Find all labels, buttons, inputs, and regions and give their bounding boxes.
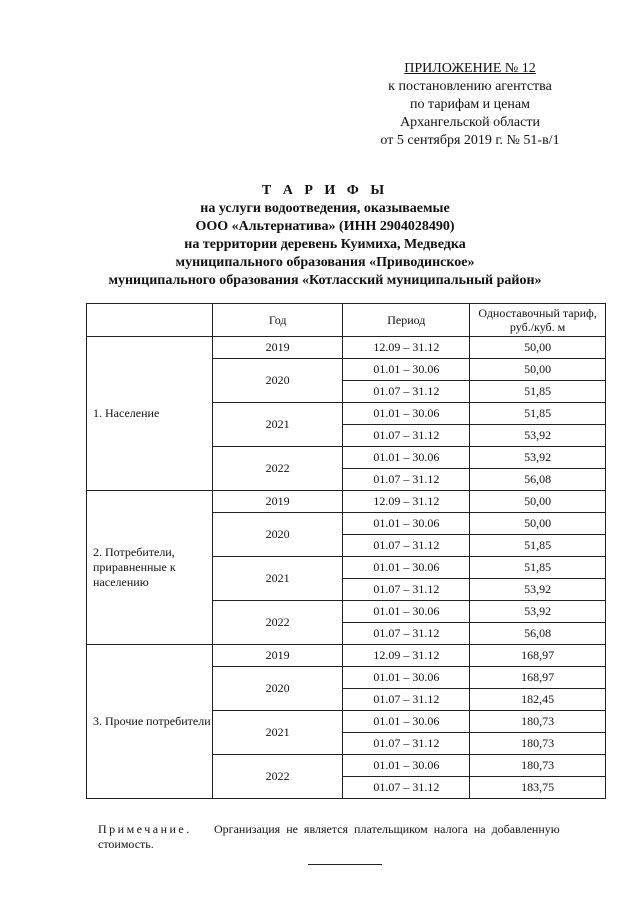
year-cell: 2022 (212, 601, 343, 645)
tariff-value-cell: 50,00 (470, 491, 606, 513)
tariff-value-cell: 50,00 (470, 513, 606, 535)
document-title: Т А Р И Ф Ы (261, 183, 389, 198)
period-cell: 01.07 – 31.12 (343, 535, 470, 557)
tariff-value-cell: 53,92 (470, 425, 606, 447)
tariff-value-cell: 168,97 (470, 667, 606, 689)
period-cell: 01.01 – 30.06 (343, 513, 470, 535)
year-cell: 2021 (212, 557, 343, 601)
period-cell: 01.01 – 30.06 (343, 667, 470, 689)
tariff-value-cell: 180,73 (470, 711, 606, 733)
period-cell: 01.07 – 31.12 (343, 425, 470, 447)
year-cell: 2019 (212, 645, 343, 667)
tariff-value-cell: 180,73 (470, 755, 606, 777)
year-cell: 2019 (212, 337, 343, 359)
heading-line: на услуги водоотведения, оказываемые (200, 201, 450, 216)
period-cell: 01.01 – 30.06 (343, 359, 470, 381)
header-year: Год (212, 304, 343, 337)
tariff-value-cell: 180,73 (470, 733, 606, 755)
tariff-value-cell: 56,08 (470, 469, 606, 491)
year-cell: 2022 (212, 755, 343, 799)
heading-line: муниципального образования «Котласский муниципальный район» (108, 273, 542, 288)
table-header-row (87, 304, 606, 337)
period-cell: 01.07 – 31.12 (343, 579, 470, 601)
period-cell: 01.07 – 31.12 (343, 733, 470, 755)
tariff-value-cell: 51,85 (470, 403, 606, 425)
tariff-value-cell: 51,85 (470, 535, 606, 557)
tariff-value-cell: 50,00 (470, 337, 606, 359)
year-cell: 2020 (212, 513, 343, 557)
period-cell: 01.01 – 30.06 (343, 601, 470, 623)
tariff-value-cell: 50,00 (470, 359, 606, 381)
period-cell: 01.07 – 31.12 (343, 689, 470, 711)
period-cell: 01.01 – 30.06 (343, 557, 470, 579)
header-tariff: Одноставочный тариф, руб./куб. м (470, 304, 606, 337)
year-cell: 2022 (212, 447, 343, 491)
year-cell: 2021 (212, 711, 343, 755)
note-label: Примечание. (98, 822, 192, 836)
appendix-title: ПРИЛОЖЕНИЕ № 12 (404, 61, 536, 76)
period-cell: 01.07 – 31.12 (343, 469, 470, 491)
appendix-line: по тарифам и ценам (410, 97, 530, 112)
tariff-value-cell: 53,92 (470, 447, 606, 469)
tariff-value-cell: 182,45 (470, 689, 606, 711)
period-cell: 01.07 – 31.12 (343, 777, 470, 799)
appendix-line: от 5 сентября 2019 г. № 51-в/1 (380, 133, 560, 148)
period-cell: 12.09 – 31.12 (343, 337, 470, 359)
header-category (87, 304, 213, 337)
period-cell: 01.01 – 30.06 (343, 447, 470, 469)
note (98, 822, 603, 852)
tariff-value-cell: 168,97 (470, 645, 606, 667)
table-row (87, 491, 606, 513)
tariff-table-body (87, 337, 606, 799)
heading-line: ООО «Альтернатива» (ИНН 2904028490) (195, 219, 455, 234)
period-cell: 12.09 – 31.12 (343, 491, 470, 513)
year-cell: 2019 (212, 491, 343, 513)
tariff-value-cell: 53,92 (470, 601, 606, 623)
category-cell: 3. Прочие потребители (87, 645, 213, 799)
tariff-value-cell: 51,85 (470, 557, 606, 579)
period-cell: 01.01 – 30.06 (343, 711, 470, 733)
appendix-line: к постановлению агентства (388, 79, 552, 94)
appendix-line: Архангельской области (400, 115, 540, 130)
appendix-block (360, 60, 580, 150)
period-cell: 12.09 – 31.12 (343, 645, 470, 667)
period-cell: 01.01 – 30.06 (343, 755, 470, 777)
year-cell: 2020 (212, 667, 343, 711)
category-cell: 1. Население (87, 337, 213, 491)
closing-divider (308, 864, 382, 865)
heading-line: на территории деревень Куимиха, Медведка (184, 237, 466, 252)
table-row (87, 337, 606, 359)
year-cell: 2020 (212, 359, 343, 403)
tariff-value-cell: 56,08 (470, 623, 606, 645)
year-cell: 2021 (212, 403, 343, 447)
table-row (87, 645, 606, 667)
tariff-table (86, 303, 606, 799)
period-cell: 01.07 – 31.12 (343, 381, 470, 403)
note-text: Организация не является плательщиком налога на добавленную стоимость. (98, 822, 560, 851)
tariff-value-cell: 51,85 (470, 381, 606, 403)
period-cell: 01.07 – 31.12 (343, 623, 470, 645)
tariff-value-cell: 183,75 (470, 777, 606, 799)
period-cell: 01.01 – 30.06 (343, 403, 470, 425)
document-heading (60, 182, 590, 290)
header-period: Период (343, 304, 470, 337)
category-cell: 2. Потребители, приравненные к населению (87, 491, 213, 645)
heading-line: муниципального образования «Приводинское» (175, 255, 475, 270)
tariff-value-cell: 53,92 (470, 579, 606, 601)
